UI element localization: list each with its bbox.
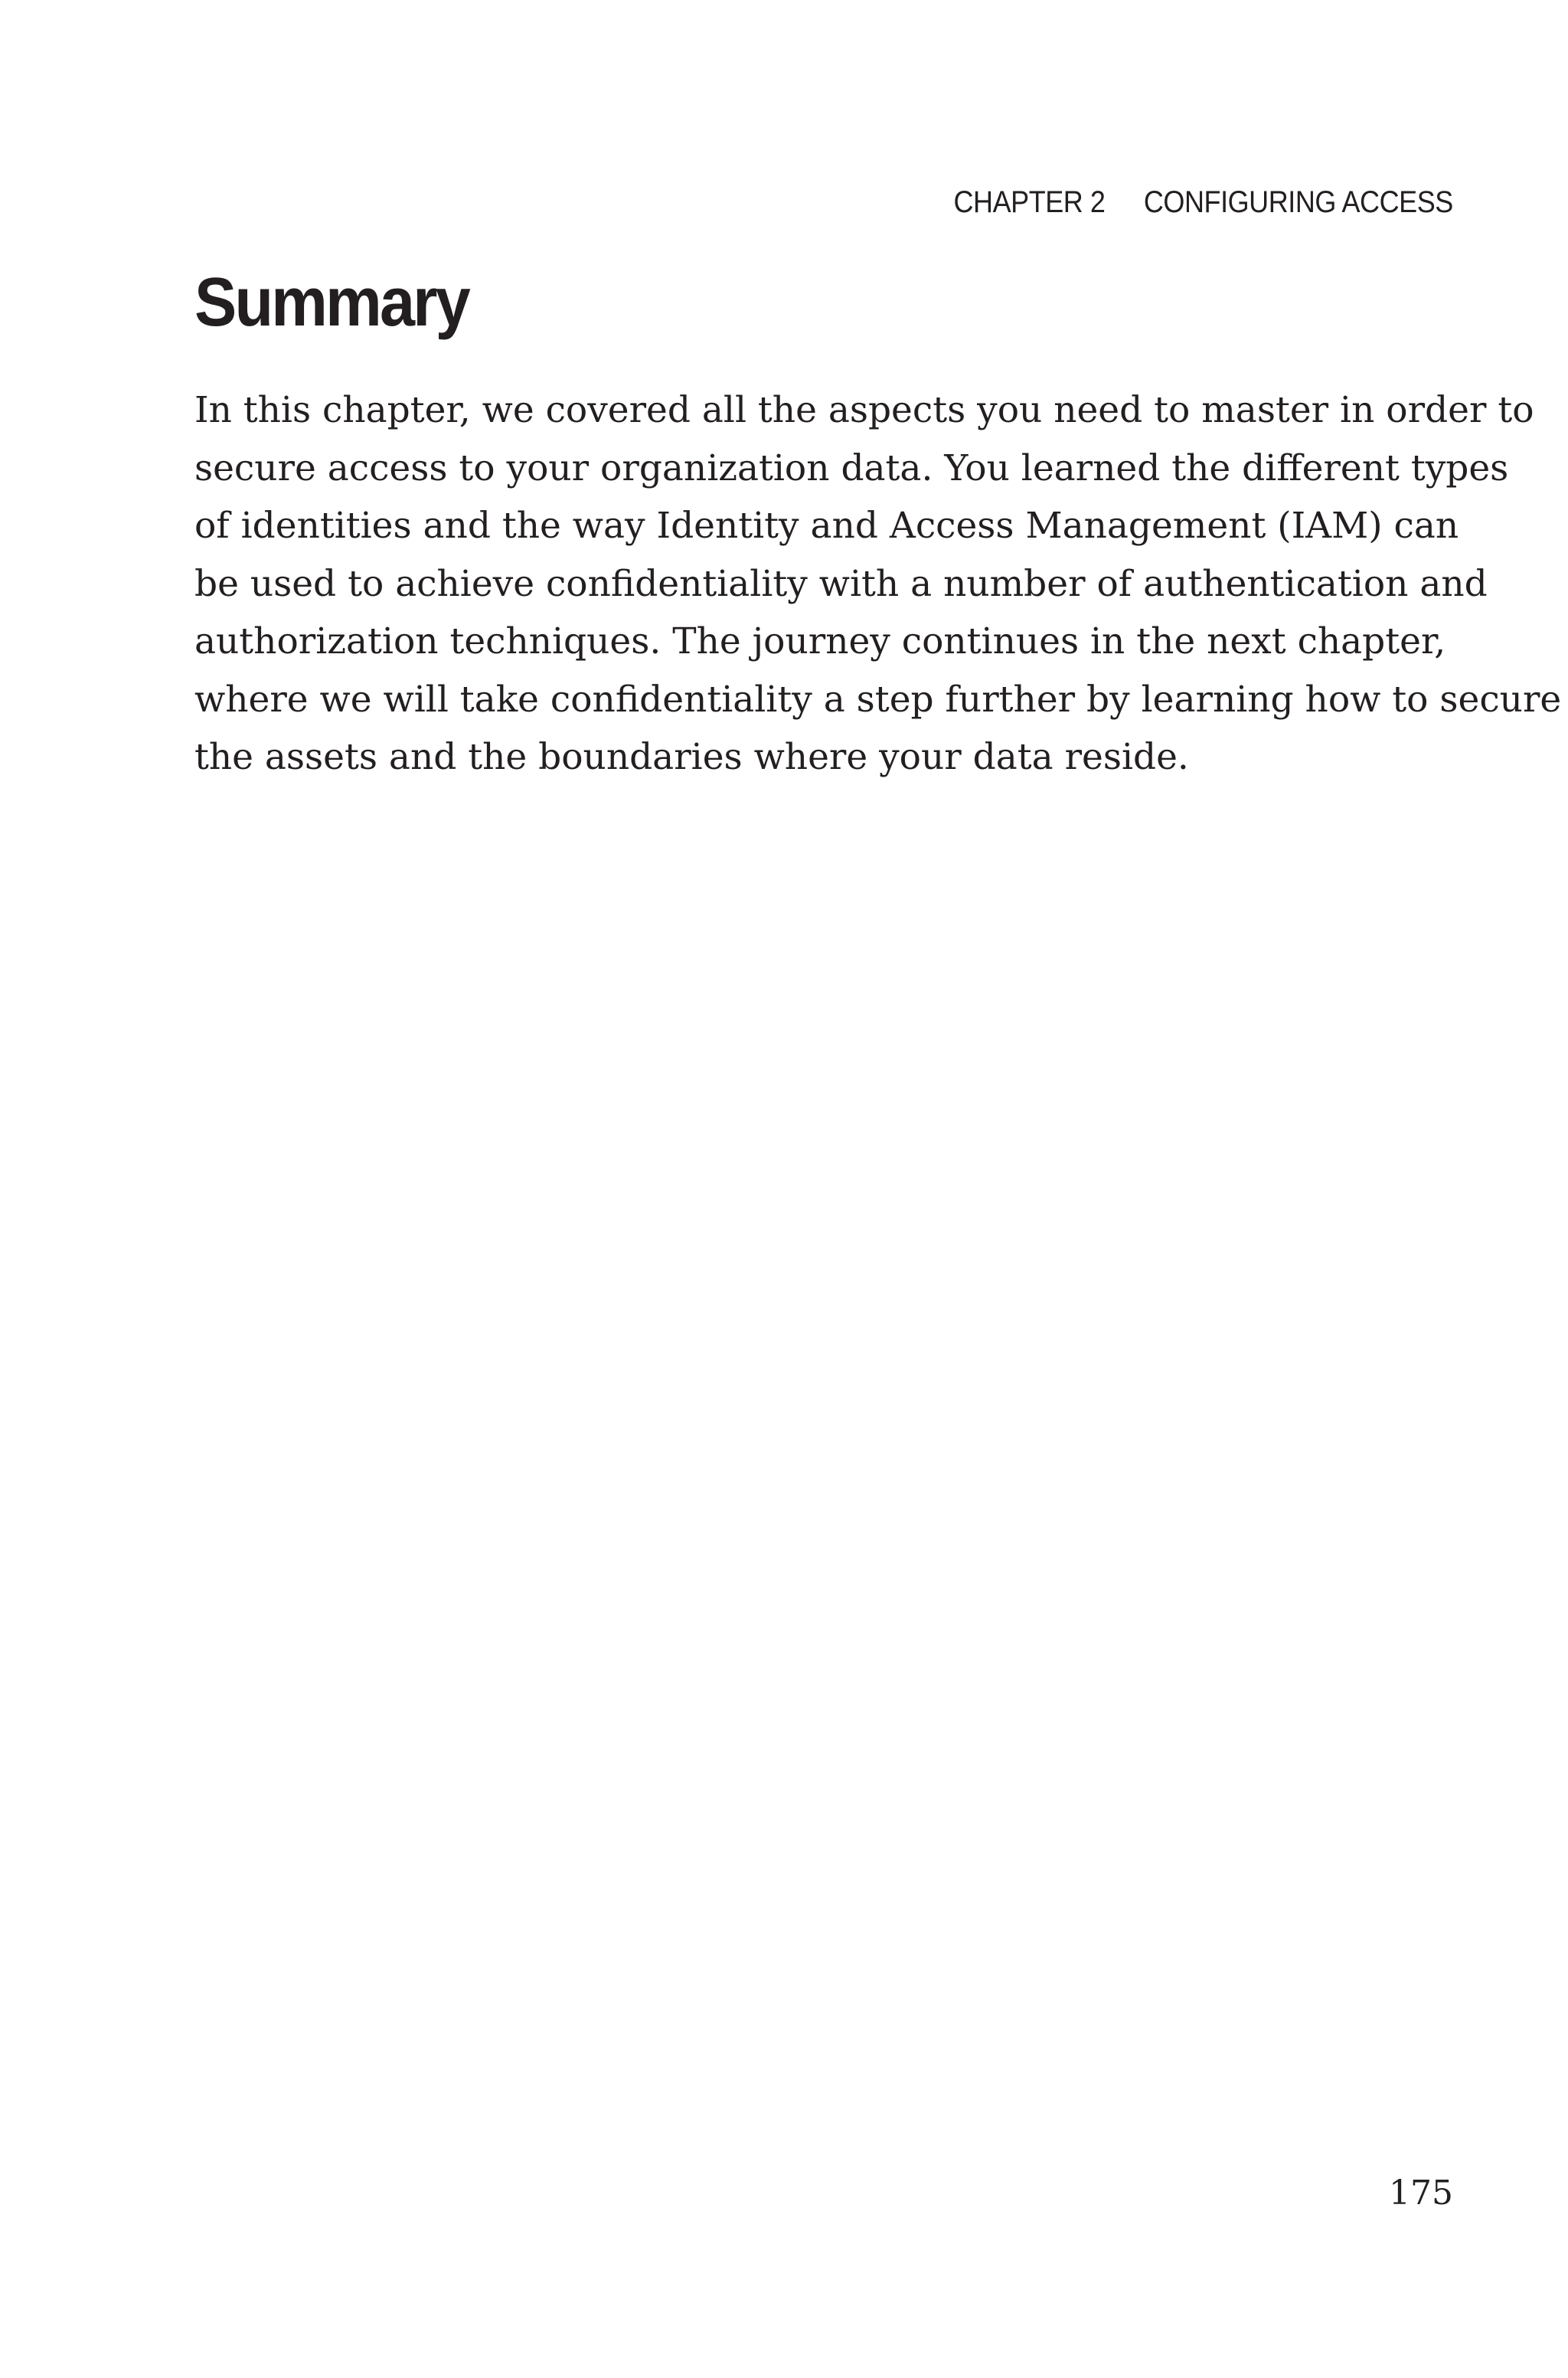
paragraph-line: be used to achieve confidentiality with a number of authentication and [194,562,1488,605]
running-header [954,185,1453,220]
paragraph-line: the assets and the boundaries where your data reside. [194,736,1189,778]
chapter-title: CONFIGURING ACCESS [1144,185,1453,219]
paragraph-line: where we will take confidentiality a step further by learning how to secure [194,678,1562,721]
summary-paragraph [194,381,1562,787]
section-title: Summary [194,264,469,341]
chapter-label: CHAPTER 2 [953,185,1106,219]
paragraph-line: In this chapter, we covered all the aspects you need to master in order to [194,389,1534,431]
paragraph-line: authorization techniques. The journey continues in the next chapter, [194,620,1446,662]
paragraph-line: secure access to your organization data. You learned the different types [194,446,1509,489]
page-number: 175 [1389,2174,1453,2213]
paragraph-line: of identities and the way Identity and Access Management (IAM) can [194,505,1459,547]
